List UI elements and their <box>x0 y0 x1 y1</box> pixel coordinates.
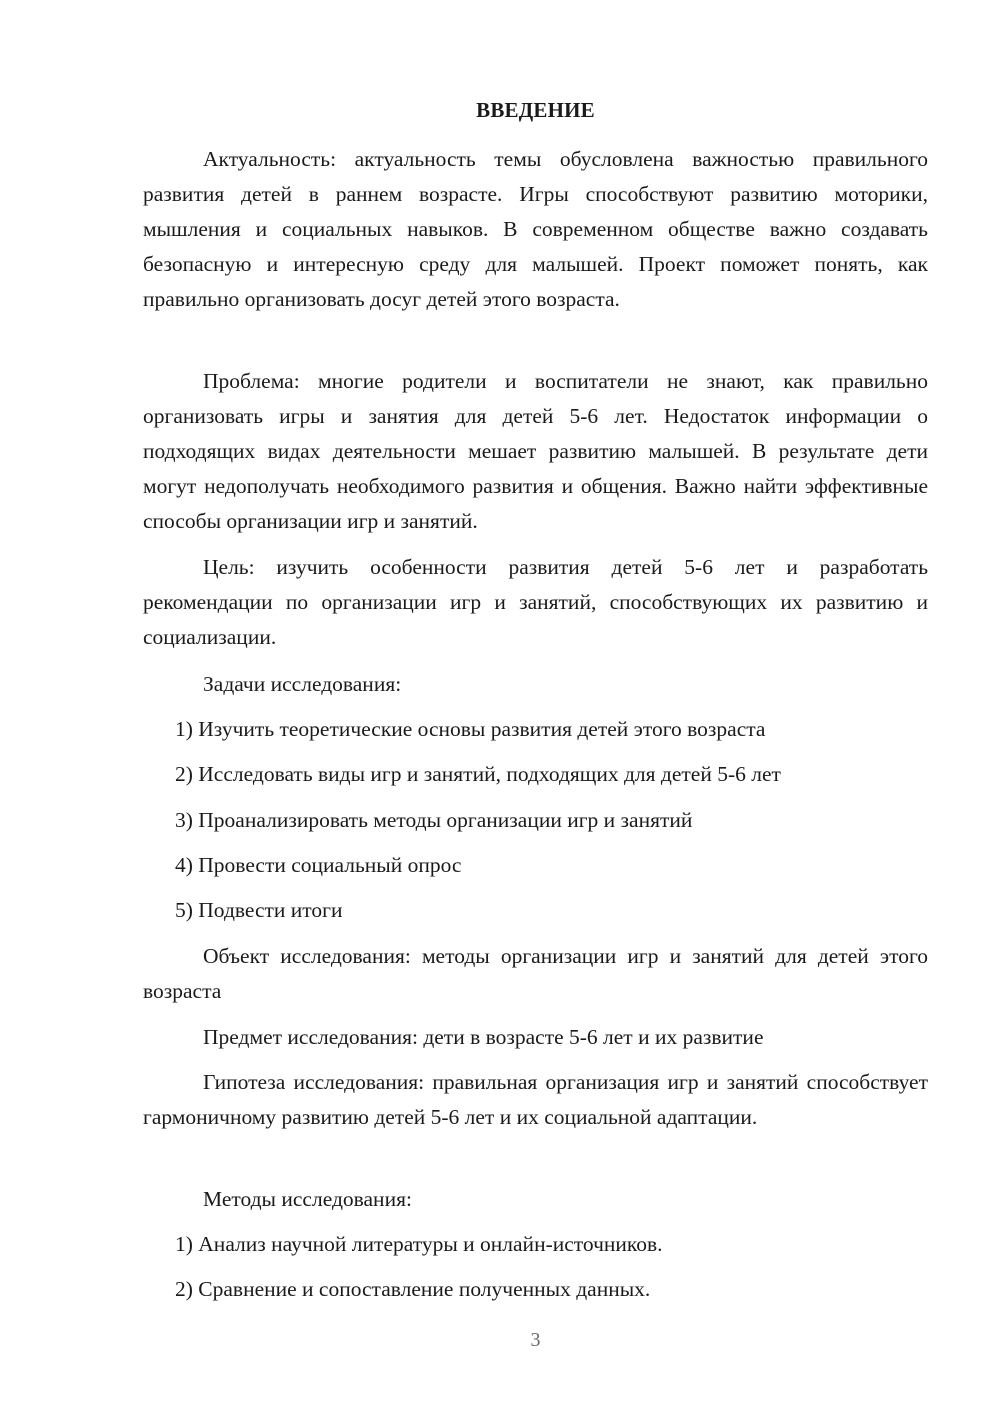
task-item: 4) Провести социальный опрос <box>175 853 462 877</box>
tasks-heading: Задачи исследования: <box>203 672 402 696</box>
task-item: 5) Подвести итоги <box>175 898 343 922</box>
document-page <box>143 0 928 1414</box>
task-item: 3) Проанализировать методы организации игр и занятий <box>175 808 693 832</box>
section-title: ВВЕДЕНИЕ <box>476 98 595 122</box>
method-item: 2) Сравнение и сопоставление полученных данных. <box>175 1277 651 1301</box>
paragraph-problem: Проблема: многие родители и воспитатели не знают, как правильно организовать игры и занятия для детей 5-6 лет. Недостаток информации о подходящих видах деятельности мешает развитию малышей. В результате дети могут недополучать необходимого развития и общения. Важно найти эффективные способы организации игр и занятий. <box>143 369 928 533</box>
paragraph-goal: Цель: изучить особенности развития детей 5-6 лет и разработать рекомендации по организации игр и занятий, способствующих их развитию и социализации. <box>143 555 928 649</box>
paragraph-object: Объект исследования: методы организации игр и занятий для детей этого возраста <box>143 944 928 1003</box>
subject-line: Предмет исследования: дети в возрасте 5-6 лет и их развитие <box>203 1025 764 1049</box>
methods-heading: Методы исследования: <box>203 1187 412 1211</box>
page-number: 3 <box>530 1329 541 1351</box>
paragraph-relevance: Актуальность: актуальность темы обусловлена важностью правильного развития детей в раннем возрасте. Игры способствуют развитию моторики, мышления и социальных навыков. В современном обществе важно создавать безопасную и интересную среду для малышей. Проект поможет понять, как правильно организовать досуг детей этого возраста. <box>143 147 928 311</box>
method-item: 1) Анализ научной литературы и онлайн-источников. <box>175 1232 663 1256</box>
paragraph-hypothesis: Гипотеза исследования: правильная организация игр и занятий способствует гармоничному развитию детей 5-6 лет и их социальной адаптации. <box>143 1070 928 1129</box>
task-item: 1) Изучить теоретические основы развития детей этого возраста <box>175 717 766 741</box>
task-item: 2) Исследовать виды игр и занятий, подходящих для детей 5-6 лет <box>175 762 781 786</box>
